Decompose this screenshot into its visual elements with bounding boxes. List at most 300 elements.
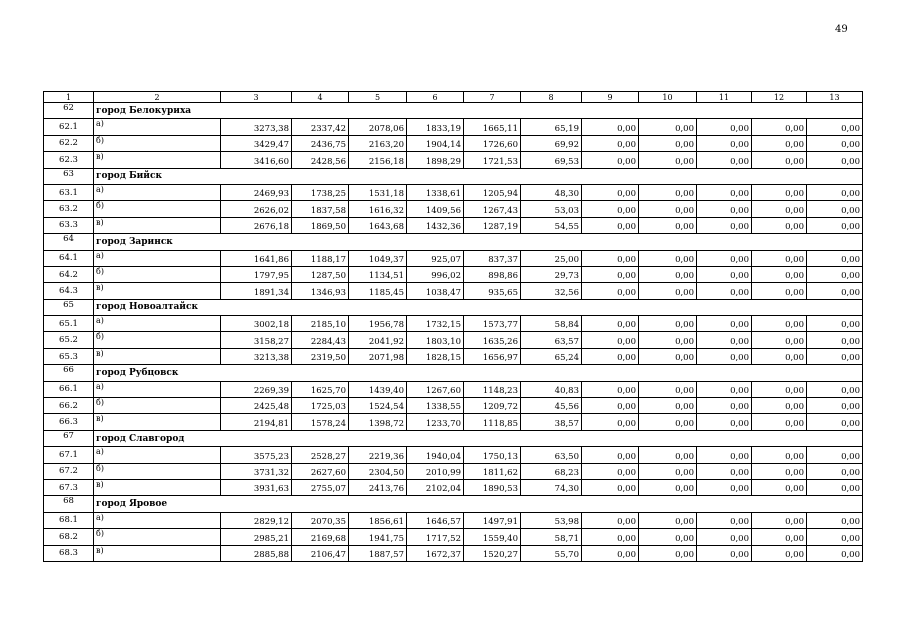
value-cell: 0,00 [639, 479, 697, 495]
row-number: 62.2 [44, 135, 94, 151]
value-cell: 0,00 [697, 135, 752, 151]
table-row [44, 283, 863, 299]
city-name: город Рубцовск [94, 365, 863, 381]
group-number: 62 [44, 103, 94, 119]
value-cell: 1721,53 [464, 152, 521, 168]
value-cell: 32,56 [521, 283, 582, 299]
value-cell: 2078,06 [349, 119, 407, 135]
value-cell: 0,00 [752, 381, 807, 397]
value-cell: 2041,92 [349, 332, 407, 348]
table-row [44, 381, 863, 397]
value-cell: 0,00 [752, 266, 807, 282]
value-cell: 1726,60 [464, 135, 521, 151]
value-cell: 1409,56 [407, 201, 464, 217]
value-cell: 2185,10 [292, 316, 349, 332]
value-cell: 0,00 [807, 545, 863, 561]
value-cell: 1803,10 [407, 332, 464, 348]
row-number: 63.3 [44, 217, 94, 233]
row-number: 62.1 [44, 119, 94, 135]
value-cell: 2985,21 [221, 529, 292, 545]
value-cell: 0,00 [752, 316, 807, 332]
value-cell: 25,00 [521, 250, 582, 266]
value-cell: 1185,45 [349, 283, 407, 299]
value-cell: 2337,42 [292, 119, 349, 135]
value-cell: 0,00 [697, 184, 752, 200]
value-cell: 3731,32 [221, 463, 292, 479]
row-variant: а) [94, 512, 221, 528]
value-cell: 1837,58 [292, 201, 349, 217]
row-variant: б) [94, 135, 221, 151]
value-cell: 925,07 [407, 250, 464, 266]
row-number: 62.3 [44, 152, 94, 168]
value-cell: 2528,27 [292, 447, 349, 463]
value-cell: 0,00 [582, 381, 639, 397]
value-cell: 2885,88 [221, 545, 292, 561]
city-name: город Бийск [94, 168, 863, 184]
value-cell: 2304,50 [349, 463, 407, 479]
row-number: 66.2 [44, 398, 94, 414]
value-cell: 0,00 [639, 332, 697, 348]
value-cell: 1625,70 [292, 381, 349, 397]
city-name: город Славгород [94, 430, 863, 446]
value-cell: 0,00 [752, 217, 807, 233]
row-number: 68.2 [44, 529, 94, 545]
value-cell: 53,03 [521, 201, 582, 217]
value-cell: 1665,11 [464, 119, 521, 135]
value-cell: 1811,62 [464, 463, 521, 479]
value-cell: 2070,35 [292, 512, 349, 528]
table-row [44, 184, 863, 200]
table-row [44, 479, 863, 495]
value-cell: 0,00 [807, 463, 863, 479]
value-cell: 3158,27 [221, 332, 292, 348]
value-cell: 2469,93 [221, 184, 292, 200]
row-number: 64.1 [44, 250, 94, 266]
value-cell: 48,30 [521, 184, 582, 200]
value-cell: 0,00 [807, 414, 863, 430]
row-variant: б) [94, 201, 221, 217]
row-number: 67.2 [44, 463, 94, 479]
value-cell: 0,00 [807, 119, 863, 135]
value-cell: 935,65 [464, 283, 521, 299]
value-cell: 0,00 [807, 152, 863, 168]
value-cell: 0,00 [697, 250, 752, 266]
value-cell: 1287,50 [292, 266, 349, 282]
value-cell: 0,00 [639, 381, 697, 397]
value-cell: 2428,56 [292, 152, 349, 168]
value-cell: 0,00 [582, 398, 639, 414]
row-variant: в) [94, 479, 221, 495]
value-cell: 3429,47 [221, 135, 292, 151]
table-row [44, 217, 863, 233]
table-row [44, 529, 863, 545]
value-cell: 0,00 [752, 479, 807, 495]
value-cell: 68,23 [521, 463, 582, 479]
value-cell: 0,00 [639, 545, 697, 561]
row-variant: а) [94, 119, 221, 135]
value-cell: 65,24 [521, 348, 582, 364]
column-header: 13 [807, 92, 863, 103]
row-variant: в) [94, 348, 221, 364]
row-variant: а) [94, 184, 221, 200]
city-header-row [44, 299, 863, 315]
value-cell: 1439,40 [349, 381, 407, 397]
row-number: 63.1 [44, 184, 94, 200]
value-cell: 1797,95 [221, 266, 292, 282]
value-cell: 0,00 [639, 201, 697, 217]
value-cell: 2010,99 [407, 463, 464, 479]
row-number: 67.3 [44, 479, 94, 495]
value-cell: 40,83 [521, 381, 582, 397]
value-cell: 0,00 [807, 479, 863, 495]
row-number: 63.2 [44, 201, 94, 217]
city-header-row [44, 168, 863, 184]
value-cell: 2106,47 [292, 545, 349, 561]
value-cell: 2156,18 [349, 152, 407, 168]
value-cell: 1856,61 [349, 512, 407, 528]
value-cell: 0,00 [582, 201, 639, 217]
value-cell: 0,00 [752, 332, 807, 348]
table-row [44, 545, 863, 561]
value-cell: 1559,40 [464, 529, 521, 545]
value-cell: 0,00 [639, 316, 697, 332]
value-cell: 0,00 [582, 545, 639, 561]
value-cell: 1891,34 [221, 283, 292, 299]
value-cell: 3416,60 [221, 152, 292, 168]
value-cell: 1956,78 [349, 316, 407, 332]
city-header-row [44, 234, 863, 250]
row-number: 66.3 [44, 414, 94, 430]
value-cell: 898,86 [464, 266, 521, 282]
value-cell: 2676,18 [221, 217, 292, 233]
value-cell: 1520,27 [464, 545, 521, 561]
value-cell: 1828,15 [407, 348, 464, 364]
value-cell: 3273,38 [221, 119, 292, 135]
value-cell: 2319,50 [292, 348, 349, 364]
group-number: 65 [44, 299, 94, 315]
value-cell: 0,00 [807, 316, 863, 332]
value-cell: 1287,19 [464, 217, 521, 233]
column-header: 12 [752, 92, 807, 103]
group-number: 67 [44, 430, 94, 446]
value-cell: 2755,07 [292, 479, 349, 495]
city-header-row [44, 496, 863, 512]
value-cell: 1672,37 [407, 545, 464, 561]
column-header: 2 [94, 92, 221, 103]
row-variant: в) [94, 152, 221, 168]
value-cell: 0,00 [639, 152, 697, 168]
value-cell: 0,00 [697, 266, 752, 282]
table-row [44, 398, 863, 414]
table-row [44, 447, 863, 463]
value-cell: 55,70 [521, 545, 582, 561]
value-cell: 0,00 [697, 479, 752, 495]
value-cell: 0,00 [752, 398, 807, 414]
row-number: 65.1 [44, 316, 94, 332]
row-number: 64.3 [44, 283, 94, 299]
value-cell: 0,00 [639, 250, 697, 266]
table-row [44, 152, 863, 168]
row-number: 67.1 [44, 447, 94, 463]
value-cell: 1233,70 [407, 414, 464, 430]
value-cell: 0,00 [582, 348, 639, 364]
value-cell: 3002,18 [221, 316, 292, 332]
page-number: 49 [835, 24, 848, 35]
row-variant: в) [94, 217, 221, 233]
value-cell: 1635,26 [464, 332, 521, 348]
header-row [44, 92, 863, 103]
value-cell: 1573,77 [464, 316, 521, 332]
value-cell: 0,00 [807, 184, 863, 200]
value-cell: 0,00 [639, 529, 697, 545]
value-cell: 0,00 [582, 152, 639, 168]
value-cell: 58,84 [521, 316, 582, 332]
row-variant: а) [94, 316, 221, 332]
value-cell: 0,00 [697, 201, 752, 217]
value-cell: 2829,12 [221, 512, 292, 528]
value-cell: 58,71 [521, 529, 582, 545]
value-cell: 1717,52 [407, 529, 464, 545]
value-cell: 0,00 [697, 152, 752, 168]
table-row [44, 348, 863, 364]
value-cell: 0,00 [582, 184, 639, 200]
value-cell: 29,73 [521, 266, 582, 282]
value-cell: 0,00 [752, 119, 807, 135]
table-row [44, 414, 863, 430]
value-cell: 1738,25 [292, 184, 349, 200]
column-header: 4 [292, 92, 349, 103]
value-cell: 1750,13 [464, 447, 521, 463]
value-cell: 0,00 [807, 348, 863, 364]
value-cell: 0,00 [639, 348, 697, 364]
table-row [44, 316, 863, 332]
value-cell: 2284,43 [292, 332, 349, 348]
column-header: 3 [221, 92, 292, 103]
value-cell: 1398,72 [349, 414, 407, 430]
value-cell: 0,00 [752, 447, 807, 463]
value-cell: 0,00 [752, 545, 807, 561]
value-cell: 1616,32 [349, 201, 407, 217]
group-number: 66 [44, 365, 94, 381]
value-cell: 0,00 [582, 316, 639, 332]
value-cell: 0,00 [752, 348, 807, 364]
value-cell: 1941,75 [349, 529, 407, 545]
value-cell: 1346,93 [292, 283, 349, 299]
row-number: 66.1 [44, 381, 94, 397]
value-cell: 0,00 [582, 250, 639, 266]
table-row [44, 266, 863, 282]
value-cell: 0,00 [639, 512, 697, 528]
value-cell: 0,00 [639, 217, 697, 233]
city-header-row [44, 365, 863, 381]
table-row [44, 135, 863, 151]
value-cell: 1432,36 [407, 217, 464, 233]
row-variant: б) [94, 266, 221, 282]
table-row [44, 463, 863, 479]
value-cell: 0,00 [639, 283, 697, 299]
value-cell: 0,00 [697, 447, 752, 463]
value-cell: 1038,47 [407, 283, 464, 299]
value-cell: 0,00 [639, 414, 697, 430]
tariff-table [43, 91, 863, 562]
value-cell: 0,00 [697, 463, 752, 479]
column-header: 9 [582, 92, 639, 103]
value-cell: 0,00 [752, 529, 807, 545]
value-cell: 1531,18 [349, 184, 407, 200]
value-cell: 54,55 [521, 217, 582, 233]
value-cell: 69,92 [521, 135, 582, 151]
value-cell: 0,00 [807, 217, 863, 233]
value-cell: 0,00 [807, 447, 863, 463]
value-cell: 0,00 [697, 316, 752, 332]
row-variant: б) [94, 398, 221, 414]
table-row [44, 119, 863, 135]
value-cell: 0,00 [582, 119, 639, 135]
row-number: 65.2 [44, 332, 94, 348]
value-cell: 0,00 [807, 201, 863, 217]
value-cell: 69,53 [521, 152, 582, 168]
value-cell: 0,00 [807, 529, 863, 545]
value-cell: 0,00 [752, 414, 807, 430]
value-cell: 2269,39 [221, 381, 292, 397]
row-variant: в) [94, 414, 221, 430]
value-cell: 0,00 [752, 152, 807, 168]
value-cell: 2413,76 [349, 479, 407, 495]
value-cell: 0,00 [752, 283, 807, 299]
value-cell: 0,00 [807, 381, 863, 397]
value-cell: 2071,98 [349, 348, 407, 364]
value-cell: 0,00 [582, 217, 639, 233]
value-cell: 1205,94 [464, 184, 521, 200]
value-cell: 1267,43 [464, 201, 521, 217]
row-variant: в) [94, 545, 221, 561]
city-name: город Белокуриха [94, 103, 863, 119]
column-header: 7 [464, 92, 521, 103]
value-cell: 0,00 [697, 348, 752, 364]
value-cell: 2102,04 [407, 479, 464, 495]
value-cell: 53,98 [521, 512, 582, 528]
value-cell: 1833,19 [407, 119, 464, 135]
group-number: 63 [44, 168, 94, 184]
value-cell: 0,00 [697, 398, 752, 414]
row-variant: а) [94, 447, 221, 463]
value-cell: 0,00 [697, 217, 752, 233]
value-cell: 1656,97 [464, 348, 521, 364]
value-cell: 0,00 [807, 135, 863, 151]
value-cell: 0,00 [697, 414, 752, 430]
table-row [44, 201, 863, 217]
city-header-row [44, 103, 863, 119]
value-cell: 0,00 [582, 512, 639, 528]
value-cell: 2626,02 [221, 201, 292, 217]
value-cell: 2627,60 [292, 463, 349, 479]
row-variant: в) [94, 283, 221, 299]
value-cell: 74,30 [521, 479, 582, 495]
column-header: 11 [697, 92, 752, 103]
value-cell: 837,37 [464, 250, 521, 266]
value-cell: 0,00 [752, 201, 807, 217]
city-name: город Яровое [94, 496, 863, 512]
value-cell: 0,00 [697, 545, 752, 561]
row-variant: а) [94, 250, 221, 266]
value-cell: 0,00 [582, 266, 639, 282]
value-cell: 2219,36 [349, 447, 407, 463]
column-header: 5 [349, 92, 407, 103]
value-cell: 0,00 [697, 512, 752, 528]
value-cell: 1646,57 [407, 512, 464, 528]
value-cell: 2425,48 [221, 398, 292, 414]
value-cell: 1188,17 [292, 250, 349, 266]
value-cell: 0,00 [582, 283, 639, 299]
value-cell: 1643,68 [349, 217, 407, 233]
column-header: 1 [44, 92, 94, 103]
row-number: 65.3 [44, 348, 94, 364]
group-number: 64 [44, 234, 94, 250]
value-cell: 3575,23 [221, 447, 292, 463]
value-cell: 3931,63 [221, 479, 292, 495]
value-cell: 1267,60 [407, 381, 464, 397]
value-cell: 0,00 [752, 463, 807, 479]
column-header: 8 [521, 92, 582, 103]
value-cell: 65,19 [521, 119, 582, 135]
value-cell: 0,00 [752, 184, 807, 200]
value-cell: 1049,37 [349, 250, 407, 266]
row-variant: а) [94, 381, 221, 397]
value-cell: 0,00 [639, 119, 697, 135]
city-name: город Новоалтайск [94, 299, 863, 315]
value-cell: 1732,15 [407, 316, 464, 332]
value-cell: 0,00 [752, 512, 807, 528]
value-cell: 0,00 [807, 250, 863, 266]
value-cell: 0,00 [807, 283, 863, 299]
row-variant: б) [94, 332, 221, 348]
value-cell: 45,56 [521, 398, 582, 414]
value-cell: 1725,03 [292, 398, 349, 414]
value-cell: 2163,20 [349, 135, 407, 151]
value-cell: 2169,68 [292, 529, 349, 545]
value-cell: 2194,81 [221, 414, 292, 430]
value-cell: 0,00 [697, 283, 752, 299]
value-cell: 0,00 [697, 529, 752, 545]
value-cell: 1898,29 [407, 152, 464, 168]
group-number: 68 [44, 496, 94, 512]
row-number: 68.1 [44, 512, 94, 528]
value-cell: 0,00 [807, 398, 863, 414]
value-cell: 0,00 [639, 398, 697, 414]
value-cell: 0,00 [807, 266, 863, 282]
value-cell: 0,00 [582, 414, 639, 430]
value-cell: 1497,91 [464, 512, 521, 528]
city-header-row [44, 430, 863, 446]
column-header: 10 [639, 92, 697, 103]
city-name: город Заринск [94, 234, 863, 250]
value-cell: 3213,38 [221, 348, 292, 364]
table-row [44, 512, 863, 528]
table-body [44, 92, 863, 562]
value-cell: 0,00 [807, 512, 863, 528]
value-cell: 1641,86 [221, 250, 292, 266]
value-cell: 1904,14 [407, 135, 464, 151]
value-cell: 996,02 [407, 266, 464, 282]
value-cell: 1524,54 [349, 398, 407, 414]
value-cell: 0,00 [582, 463, 639, 479]
value-cell: 2436,75 [292, 135, 349, 151]
value-cell: 1209,72 [464, 398, 521, 414]
value-cell: 1887,57 [349, 545, 407, 561]
row-number: 64.2 [44, 266, 94, 282]
value-cell: 0,00 [582, 479, 639, 495]
value-cell: 1134,51 [349, 266, 407, 282]
